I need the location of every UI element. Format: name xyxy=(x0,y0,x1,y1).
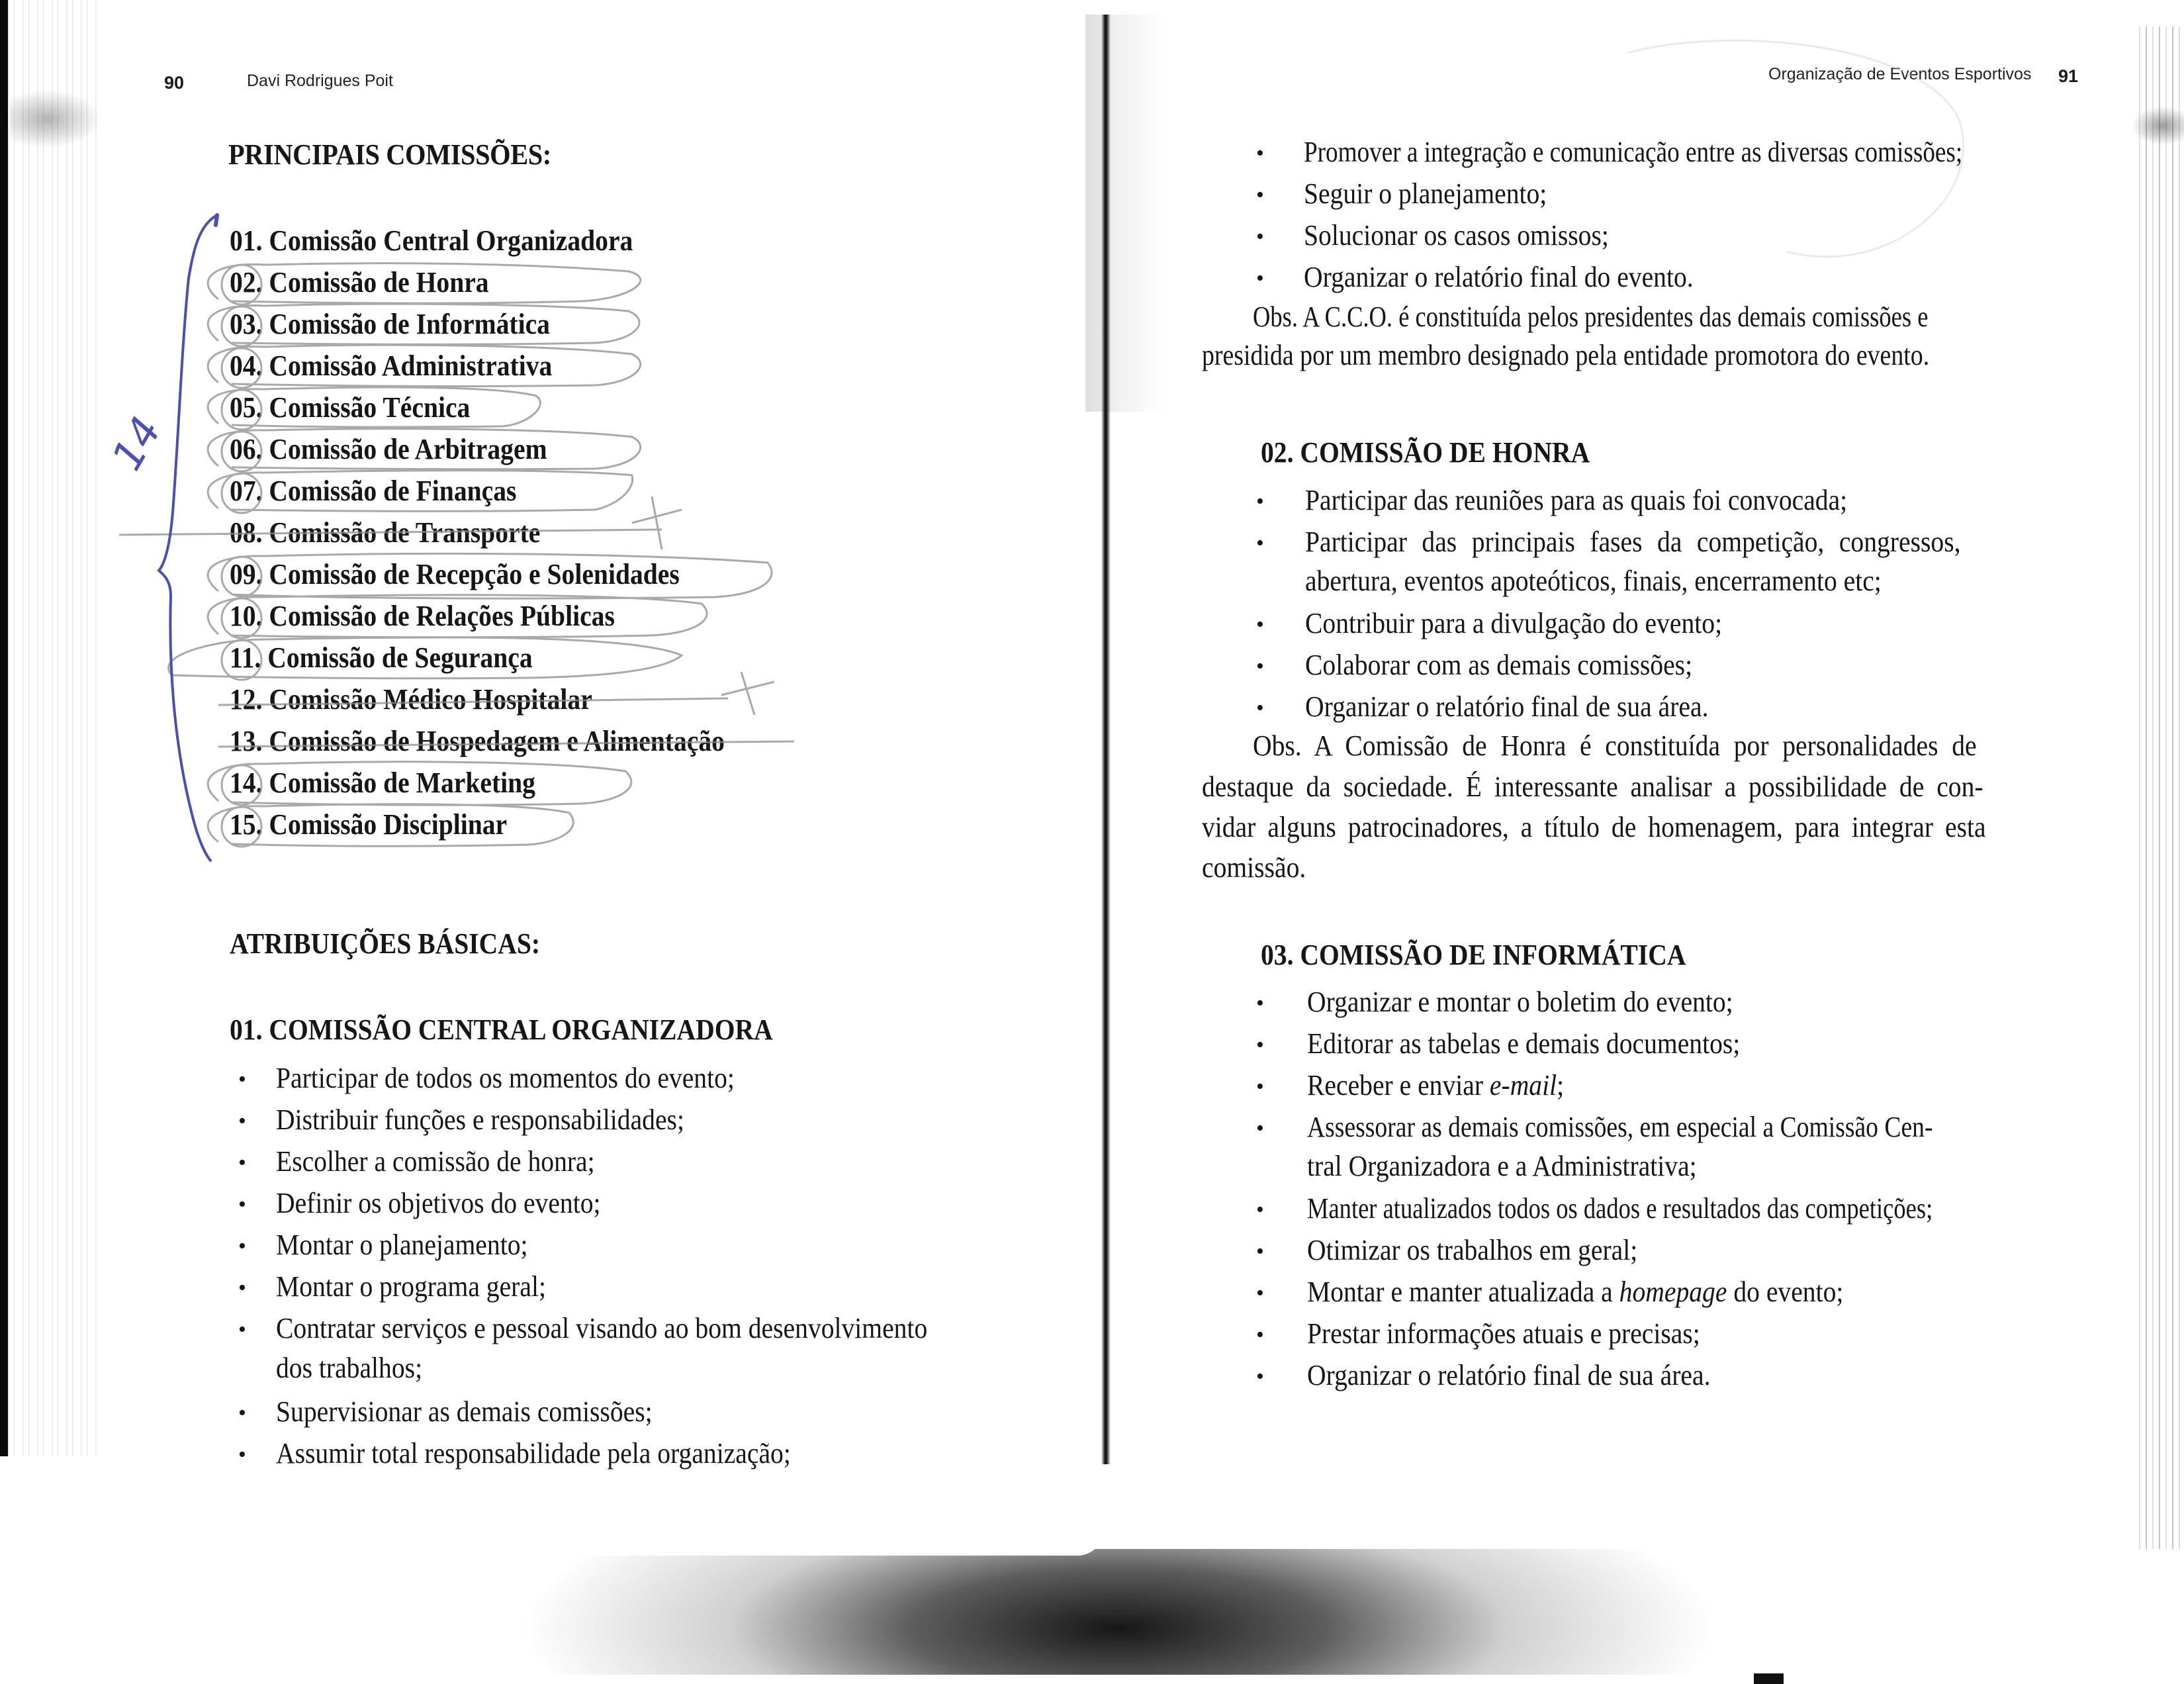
handwritten-14-text: 14 xyxy=(102,408,171,479)
list-item: Promover a integração e comunicação entre as diversas comissões; xyxy=(1304,136,1963,168)
list-item: Colaborar com as demais comissões; xyxy=(1305,649,1693,681)
pencil-x-mark xyxy=(721,672,774,715)
bullet-icon: • xyxy=(1256,654,1264,678)
left-page-stack-edge xyxy=(8,0,97,1483)
bullet-icon: • xyxy=(1256,266,1264,291)
list-item: 05. Comissão Técnica xyxy=(230,391,471,424)
book-bottom-shadow xyxy=(0,1549,2184,1675)
list-item: Organizar o relatório final do evento. xyxy=(1304,261,1694,293)
list-item: Participar de todos os momentos do evento; xyxy=(276,1062,735,1094)
bullet-icon: • xyxy=(1256,224,1264,249)
section-title-03: 03. COMISSÃO DE INFORMÁTICA xyxy=(1261,939,1686,971)
bullet-icon: • xyxy=(1256,1281,1264,1305)
page-number: 90 xyxy=(164,73,185,93)
list-item: 11. Comissão de Segurança xyxy=(230,641,533,674)
list-item: Organizar o relatório final de sua área. xyxy=(1305,690,1709,723)
blue-pen-tick xyxy=(216,215,217,225)
italic-term-homepage: homepage xyxy=(1619,1276,1727,1308)
list-item: Supervisionar as demais comissões; xyxy=(276,1395,653,1428)
obs-paragraph: Obs. A C.C.O. é constituída pelos presidentes das demais comissões e xyxy=(1253,301,1929,333)
list-item: Manter atualizados todos os dados e resultados das competições; xyxy=(1307,1192,1933,1225)
right-page-bottom xyxy=(1112,1456,2138,1549)
list-item: Organizar o relatório final de sua área. xyxy=(1307,1359,1711,1391)
list-item: Prestar informações atuais e precisas; xyxy=(1307,1317,1700,1350)
list-item: 15. Comissão Disciplinar xyxy=(230,808,508,841)
list-item: Contratar serviços e pessoal visando ao bom desenvolvimento xyxy=(276,1312,928,1344)
pencil-x-mark xyxy=(632,496,682,549)
list-item-continuation: tral Organizadora e a Administrativa; xyxy=(1307,1150,1697,1182)
blue-pen-bracket xyxy=(159,215,217,861)
obs-paragraph: vidar alguns patrocinadores, a título de homenagem, para integrar esta xyxy=(1202,811,1986,843)
list-item: 01. Comissão Central Organizadora xyxy=(230,224,633,257)
scan-left-edge xyxy=(0,0,8,1483)
scan-smudge xyxy=(2131,106,2184,146)
bullet-icon: • xyxy=(238,1067,246,1092)
left-page-bottom xyxy=(0,1456,1104,1556)
list-item: Definir os objetivos do evento; xyxy=(276,1187,601,1219)
obs-paragraph: destaque da sociedade. É interessante analisar a possibilidade de con- xyxy=(1202,771,1983,803)
list-item: Montar o planejamento; xyxy=(276,1229,528,1261)
bullet-icon: • xyxy=(238,1150,246,1175)
list-item: 06. Comissão de Arbitragem xyxy=(230,433,547,465)
list-item: 13. Comissão de Hospedagem e Alimentação xyxy=(230,725,725,757)
list-item: Contribuir para a divulgação do evento; xyxy=(1305,607,1723,639)
bullet-icon: • xyxy=(1256,696,1264,720)
bullet-icon: • xyxy=(1256,141,1264,165)
section-title-02: 02. COMISSÃO DE HONRA xyxy=(1261,436,1590,469)
list-item: Organizar e montar o boletim do evento; xyxy=(1307,986,1733,1018)
list-item: 03. Comissão de Informática xyxy=(230,308,550,340)
right-page-stack-edge xyxy=(2139,26,2184,1549)
bullet-icon: • xyxy=(238,1276,246,1300)
list-item: 12. Comissão Médico Hospitalar xyxy=(230,683,592,716)
bullet-icon: • xyxy=(1256,1033,1264,1057)
running-head-title: Organização de Eventos Esportivos xyxy=(1768,65,2032,83)
bullet-icon: • xyxy=(1256,1239,1264,1264)
bullet-icon: • xyxy=(1256,1323,1264,1347)
list-item: Otimizar os trabalhos em geral; xyxy=(1307,1234,1638,1266)
bullet-icon: • xyxy=(238,1234,246,1258)
handwritten-note-14 xyxy=(103,409,171,479)
list-item: Participar das principais fases da competição, congressos, xyxy=(1305,526,1961,558)
heading-atribuicoes-basicas: ATRIBUIÇÕES BÁSICAS: xyxy=(230,927,541,960)
bullet-icon: • xyxy=(238,1401,246,1425)
bullet-text-suffix: do evento; xyxy=(1727,1276,1844,1308)
list-item: 04. Comissão Administrativa xyxy=(230,350,553,382)
list-item: Participar das reuniões para as quais foi convocada; xyxy=(1305,484,1848,516)
page-number: 91 xyxy=(2058,66,2079,86)
bullet-icon: • xyxy=(1256,1197,1264,1222)
list-item: Seguir o planejamento; xyxy=(1304,177,1547,210)
section-title-01: 01. COMISSÃO CENTRAL ORGANIZADORA xyxy=(230,1013,773,1046)
list-item: 09. Comissão de Recepção e Solenidades xyxy=(230,558,680,590)
italic-term-email: e-mail xyxy=(1489,1069,1557,1101)
list-item: Distribuir funções e responsabilidades; xyxy=(276,1103,684,1136)
list-item-continuation: abertura, eventos apoteóticos, finais, encerramento etc; xyxy=(1305,565,1882,597)
obs-paragraph: comissão. xyxy=(1202,851,1306,884)
spine-shadow xyxy=(1085,15,1165,412)
book-spine-gutter xyxy=(1101,15,1111,1464)
bullet-icon: • xyxy=(1256,183,1264,207)
list-item: Solucionar os casos omissos; xyxy=(1304,219,1609,252)
obs-paragraph: Obs. A Comissão de Honra é constituída por personalidades de xyxy=(1253,729,1977,762)
list-item: Editorar as tabelas e demais documentos; xyxy=(1307,1027,1741,1060)
bullet-icon: • xyxy=(1256,991,1264,1015)
list-item: 02. Comissão de Honra xyxy=(230,266,489,299)
list-item: 10. Comissão de Relações Públicas xyxy=(230,600,615,632)
bullet-icon: • xyxy=(238,1442,246,1467)
bullet-icon: • xyxy=(1256,612,1264,637)
list-item: Montar o programa geral; xyxy=(276,1270,546,1303)
scan-artifact xyxy=(1754,1673,1784,1684)
blue-pen-bracket-curve xyxy=(159,215,217,861)
bullet-icon: • xyxy=(1256,489,1264,514)
list-item: Assumir total responsabilidade pela organização; xyxy=(276,1437,791,1470)
bullet-icon: • xyxy=(238,1317,246,1342)
heading-principais-comissoes: PRINCIPAIS COMISSÕES: xyxy=(228,138,551,171)
list-item: 07. Comissão de Finanças xyxy=(230,475,517,507)
obs-paragraph: presidida por um membro designado pela entidade promotora do evento. xyxy=(1202,339,1930,371)
bullet-icon: • xyxy=(1256,1074,1264,1099)
bullet-icon: • xyxy=(1256,531,1264,555)
list-item: Assessorar as demais comissões, em especial a Comissão Cen- xyxy=(1307,1111,1933,1143)
bullet-icon: • xyxy=(1256,1364,1264,1389)
list-item xyxy=(1307,1068,1564,1102)
running-head-author: Davi Rodrigues Poit xyxy=(247,71,393,90)
bullet-icon: • xyxy=(238,1192,246,1217)
bullet-icon: • xyxy=(238,1109,246,1133)
bullet-icon: • xyxy=(1256,1116,1264,1141)
list-item xyxy=(1307,1275,1843,1309)
list-item: 14. Comissão de Marketing xyxy=(230,767,535,799)
bullet-text: Montar e manter atualizada a xyxy=(1307,1276,1619,1308)
list-item: Escolher a comissão de honra; xyxy=(276,1145,595,1178)
list-item-continuation: dos trabalhos; xyxy=(276,1352,423,1384)
bullet-text-suffix: ; xyxy=(1557,1069,1565,1101)
list-item: 08. Comissão de Transporte xyxy=(230,516,541,549)
scan-smudge xyxy=(10,89,103,149)
bullet-text: Receber e enviar xyxy=(1307,1069,1490,1101)
